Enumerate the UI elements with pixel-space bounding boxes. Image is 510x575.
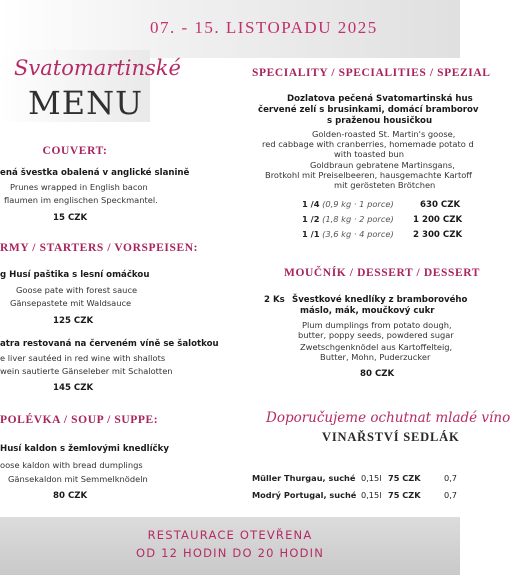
starter-1-de: Gänsepastete mit Waldsauce [10, 298, 132, 308]
size-price-quarter: 630 CZK [420, 200, 461, 210]
starter-2-price: 145 CZK [53, 383, 94, 393]
size-row-quarter [302, 199, 394, 209]
wine-2-name: Modrý Portugal, suché [252, 490, 357, 500]
size-price-whole: 2 300 CZK [413, 230, 463, 240]
starter-2-de: wein sautierte Gänseleber mit Schalotten [0, 366, 173, 376]
winery-name: VINAŘSTVÍ SEDLÁK [322, 430, 460, 444]
soup-heading: POLÉVKA / SOUP / SUPPE: [0, 414, 159, 426]
speciality-name-2: červené zelí s brusinkami, domácí bramborov [258, 105, 479, 115]
dessert-de-1: Zwetschgenknödel aus Kartoffelteig, [300, 342, 453, 352]
dessert-en-2: butter, poppy seeds, powdered sugar [298, 330, 454, 340]
size-portion: 1 /2 [302, 214, 320, 224]
couvert-item: ená švestka obalená v anglické slanině [0, 168, 190, 178]
speciality-en-1: Golden-roasted St. Martin's goose, [312, 129, 456, 139]
wine-1-price: 75 CZK [388, 473, 421, 483]
speciality-en-3: with toasted bun [334, 149, 405, 159]
menu-script-title: Svatomartinské [14, 56, 181, 80]
couvert-price: 15 CZK [53, 213, 88, 223]
soup-item: Husí kaldon s žemlovými knedlíčky [0, 444, 169, 454]
wine-recommendation: Doporučujeme ochutnat mladé víno [266, 410, 510, 426]
size-price-half: 1 200 CZK [413, 215, 463, 225]
opening-hours: OD 12 HODIN DO 20 HODIN [135, 546, 325, 560]
starter-2-name: atra restovaná na červeném víně se šalotkou [0, 339, 219, 349]
speciality-name-1: Dozlatova pečená Svatomartinská hus [287, 94, 473, 104]
wine-1-extra: 0,7 [444, 473, 458, 483]
starter-1-price: 125 CZK [53, 316, 94, 326]
wine-1-name: Müller Thurgau, suché [252, 473, 356, 483]
dessert-qty: 2 Ks [264, 295, 285, 305]
soup-de: Gänsekaldon mit Semmelknödeln [8, 474, 148, 484]
dessert-de-2: Butter, Mohn, Puderzucker [320, 352, 431, 362]
speciality-de-2: Brotkohl mit Preiselbeeren, hausgemachte Kartoff [265, 170, 472, 180]
starter-1-en: Goose pate with forest sauce [16, 285, 138, 295]
wine-2-volume: 0,15l [361, 490, 382, 500]
size-portion: 1 /1 [302, 229, 320, 239]
size-row-whole [302, 229, 394, 239]
size-weight: (1,8 kg · 2 porce) [322, 214, 394, 224]
size-weight: (3,6 kg · 4 porce) [322, 229, 394, 239]
speciality-de-3: mit gerösteten Brötchen [334, 180, 436, 190]
dessert-en-1: Plum dumplings from potato dough, [302, 320, 452, 330]
size-weight: (0,9 kg · 1 porce) [322, 199, 394, 209]
wine-2-price: 75 CZK [388, 490, 421, 500]
starter-1-name: g Husí paštika s lesní omáčkou [0, 270, 150, 280]
menu-title: MENU [28, 84, 144, 122]
couvert-desc-en: Prunes wrapped in English bacon [10, 182, 148, 192]
soup-price: 80 CZK [53, 491, 88, 501]
couvert-desc-de: flaumen im englischen Speckmantel. [4, 195, 158, 205]
wine-2-extra: 0,7 [444, 490, 458, 500]
couvert-heading: COUVERT: [42, 145, 108, 157]
specialities-heading: SPECIALITY / SPECIALITIES / SPEZIAL [252, 67, 491, 79]
opening-notice: RESTAURACE OTEVŘENA [147, 528, 313, 542]
starter-2-en: e liver sautéed in red wine with shallots [0, 353, 166, 363]
speciality-de-1: Goldbraun gebratene Martinsgans, [310, 160, 455, 170]
dessert-name-2: máslo, mák, moučkový cukr [300, 306, 435, 316]
wine-1-volume: 0,15l [361, 473, 382, 483]
dessert-price: 80 CZK [360, 369, 395, 379]
soup-en: oose kaldon with bread dumplings [0, 460, 143, 470]
event-date: 07. - 15. LISTOPADU 2025 [150, 18, 378, 37]
speciality-en-2: red cabbage with cranberries, homemade potato d [262, 139, 474, 149]
size-row-half [302, 214, 394, 224]
speciality-name-3: s praženou housičkou [327, 116, 433, 126]
dessert-name-1: Švestkové knedlíky z bramborového [292, 295, 468, 305]
starters-heading: RMY / STARTERS / VORSPEISEN: [0, 242, 199, 254]
size-portion: 1 /4 [302, 199, 320, 209]
dessert-heading: MOUČNÍK / DESSERT / DESSERT [284, 267, 481, 279]
